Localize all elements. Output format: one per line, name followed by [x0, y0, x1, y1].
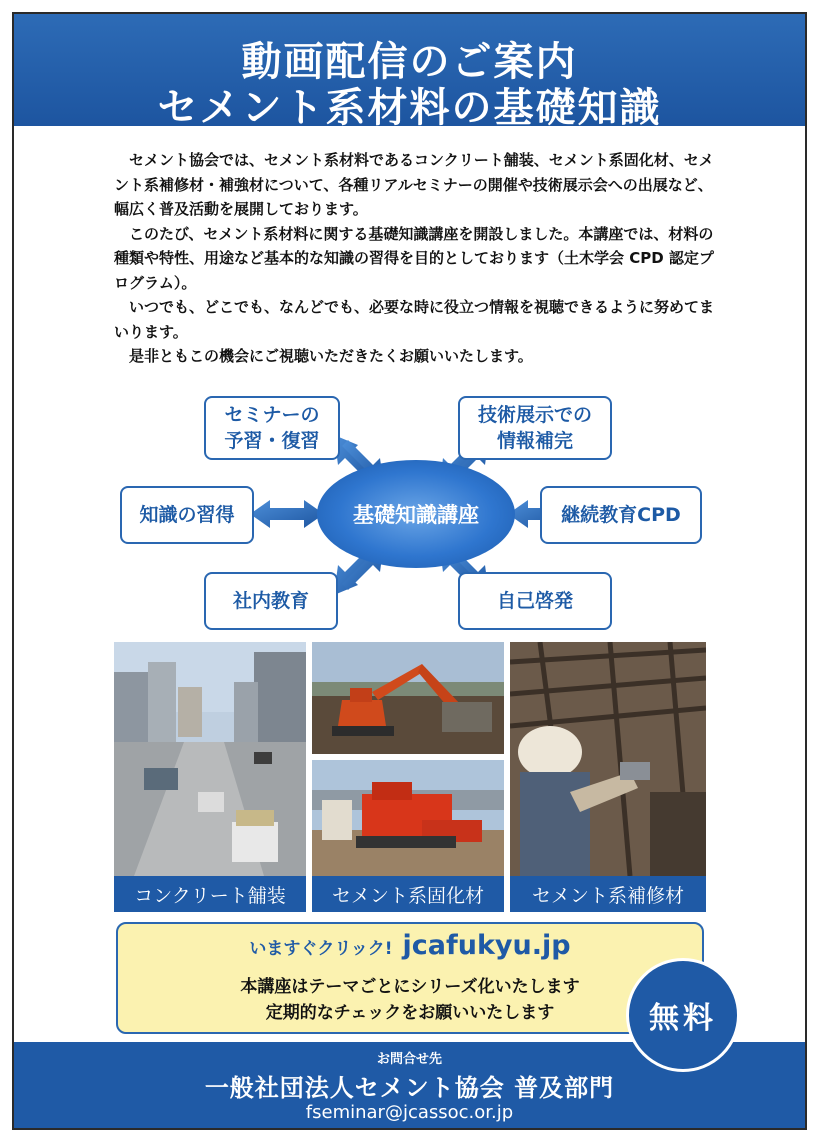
- caption-concrete-pavement: コンクリート舗装: [114, 876, 306, 912]
- cta-check-text: 定期的なチェックをお願いいたします: [265, 1003, 555, 1023]
- cta-line: [118, 930, 702, 961]
- organization-name: 一般社団法人セメント協会 普及部門: [204, 1074, 615, 1102]
- cta-url-link[interactable]: jcafukyu.jp: [402, 930, 571, 961]
- box-cpd: 継続教育CPD: [540, 486, 702, 544]
- arrow-left-icon: [250, 500, 324, 528]
- photo-excavator: [312, 642, 504, 754]
- box-seminar-review: セミナーの 予習・復習: [204, 396, 340, 460]
- photo-collage: [114, 642, 706, 876]
- photo-concrete-road: [114, 642, 306, 876]
- caption-cement-solidifier: セメント系固化材: [312, 876, 504, 912]
- title-line-1: 動画配信のご案内: [241, 39, 578, 85]
- box-knowledge-acquisition: 知識の習得: [120, 486, 254, 544]
- photo-stabilizer-machine: [312, 760, 504, 876]
- header-banner: [14, 14, 805, 131]
- free-badge: 無料: [626, 958, 740, 1072]
- intro-paragraph-1: セメント協会では、セメント系材料であるコンクリート舗装、セメント系固化材、セメント系補修材・補強材について、各種リアルセミナーの開催や技術展示会への出展など、幅広く普及活動を展開しております。: [114, 151, 714, 218]
- photo-captions: [114, 876, 706, 912]
- contact-email[interactable]: fseminar@jcassoc.or.jp: [305, 1102, 514, 1123]
- flyer: [12, 12, 807, 1130]
- center-ellipse: 基礎知識講座: [317, 460, 515, 568]
- title-line-2: セメント系材料の基礎知識: [157, 85, 662, 131]
- caption-cement-repair: セメント系補修材: [510, 876, 706, 912]
- cta-series-text: 本講座はテーマごとにシリーズ化いたします: [240, 977, 580, 997]
- photo-repair-work: [510, 642, 706, 876]
- concept-diagram: [14, 380, 805, 640]
- call-to-action-box: [116, 922, 704, 1034]
- contact-label: お問合せ先: [376, 1052, 442, 1067]
- intro-paragraph-4: 是非ともこの機会にご視聴いただきたくお願いいたします。: [129, 347, 533, 365]
- intro-paragraph-2: このたび、セメント系材料に関する基礎知識講座を開設しました。本講座では、材料の種類や特性、用途など基本的な知識の習得を目的としております（土木学会 CPD 認定プログラム）。: [114, 224, 714, 292]
- intro-text: [114, 148, 724, 369]
- box-inhouse-education: 社内教育: [204, 572, 338, 630]
- intro-paragraph-3: いつでも、どこでも、なんどでも、必要な時に役立つ情報を視聴できるように努めてまいります。: [114, 298, 715, 341]
- box-exhibition-info: 技術展示での 情報補完: [458, 396, 612, 460]
- box-self-development: 自己啓発: [458, 572, 612, 630]
- cta-prefix: いますぐクリック!: [249, 939, 393, 959]
